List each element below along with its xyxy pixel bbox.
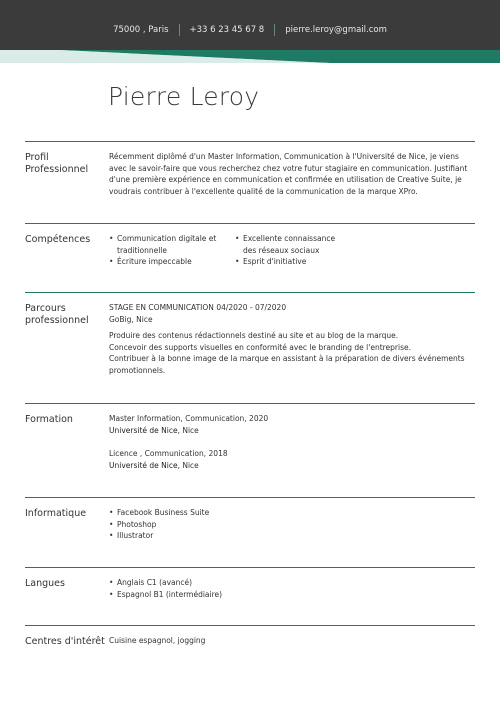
list-item: • Écriture impeccable bbox=[109, 256, 235, 268]
section-label: Parcours professionnel bbox=[25, 303, 89, 326]
school-city: Nice bbox=[182, 460, 199, 470]
contact-phone: +33 6 23 45 67 8 bbox=[189, 25, 265, 35]
list-item: • Communication digitale et traditionnelle bbox=[109, 233, 235, 256]
degree: Master Information, Communication, 2020 bbox=[109, 414, 269, 423]
contact-email: pierre.leroy@gmail.com bbox=[285, 25, 387, 35]
education-list bbox=[109, 413, 475, 483]
experience-entry bbox=[109, 302, 475, 376]
school: Université de Nice, bbox=[109, 460, 180, 470]
interests-text: Cuisine espagnol, jogging bbox=[109, 636, 206, 645]
section-label: Langues bbox=[25, 578, 65, 589]
section-label: Centres d'intérêt bbox=[25, 636, 105, 647]
school-city: Nice bbox=[182, 425, 199, 435]
section-education bbox=[25, 403, 475, 496]
header-accent-wedge bbox=[0, 50, 500, 63]
job-company: GoBig, Nice bbox=[109, 314, 153, 324]
section-experience bbox=[25, 292, 475, 403]
section-label: Formation bbox=[25, 414, 73, 425]
candidate-name: Pierre Leroy bbox=[108, 82, 260, 111]
contact-address: 75000 , Paris bbox=[113, 25, 169, 35]
section-languages bbox=[25, 567, 475, 624]
job-line: Contribuer à la bonne image de la marque en assistant à la préparation de divers événements promotionnels. bbox=[109, 354, 465, 375]
profile-text: Récemment diplômé d'un Master Information, Communication à l'Université de Nice, je viens avec le savoir-faire que vous recherchez chez votre futur stagiaire en communication. Justifiant d'une première expérience en communication et confirmée en utilisation de Creative Suite, je voudrais contribuer à l'excellente qualité de la communication de la marque XPro. bbox=[109, 152, 468, 196]
section-it bbox=[25, 497, 475, 566]
job-dates: 04/2020 - 07/2020 bbox=[216, 303, 287, 312]
list-item: • Excellente connaissance des réseaux sociaux bbox=[235, 233, 345, 256]
job-line: Concevoir des supports visuelles en conformité avec le branding de l'entreprise. bbox=[109, 342, 411, 352]
section-interests bbox=[25, 625, 475, 666]
section-label: Informatique bbox=[25, 508, 87, 519]
list-item: • Esprit d'initiative bbox=[235, 256, 345, 268]
section-skills bbox=[25, 223, 475, 292]
section-profile bbox=[25, 141, 475, 222]
job-title: STAGE EN COMMUNICATION bbox=[109, 303, 214, 312]
degree: Licence , Communication, 2018 bbox=[109, 449, 228, 458]
list-item: • Facebook Business Suite bbox=[109, 507, 475, 519]
list-item: • Anglais C1 (avancé) bbox=[109, 577, 475, 589]
job-line: Produire des contenus rédactionnels destiné au site et au blog de la marque. bbox=[109, 331, 399, 340]
list-item: • Photoshop bbox=[109, 519, 475, 531]
skills-list bbox=[109, 233, 475, 268]
it-list bbox=[109, 507, 475, 542]
contact-info bbox=[0, 24, 500, 36]
languages-list bbox=[109, 577, 475, 600]
education-entry bbox=[109, 448, 475, 471]
list-item: • Illustrator bbox=[109, 530, 475, 542]
school: Université de Nice, bbox=[109, 425, 180, 435]
section-label: Profil Professionnel bbox=[25, 152, 89, 175]
education-entry bbox=[109, 413, 475, 436]
list-item: • Espagnol B1 (intermédiaire) bbox=[109, 589, 475, 601]
section-label: Compétences bbox=[25, 234, 91, 245]
